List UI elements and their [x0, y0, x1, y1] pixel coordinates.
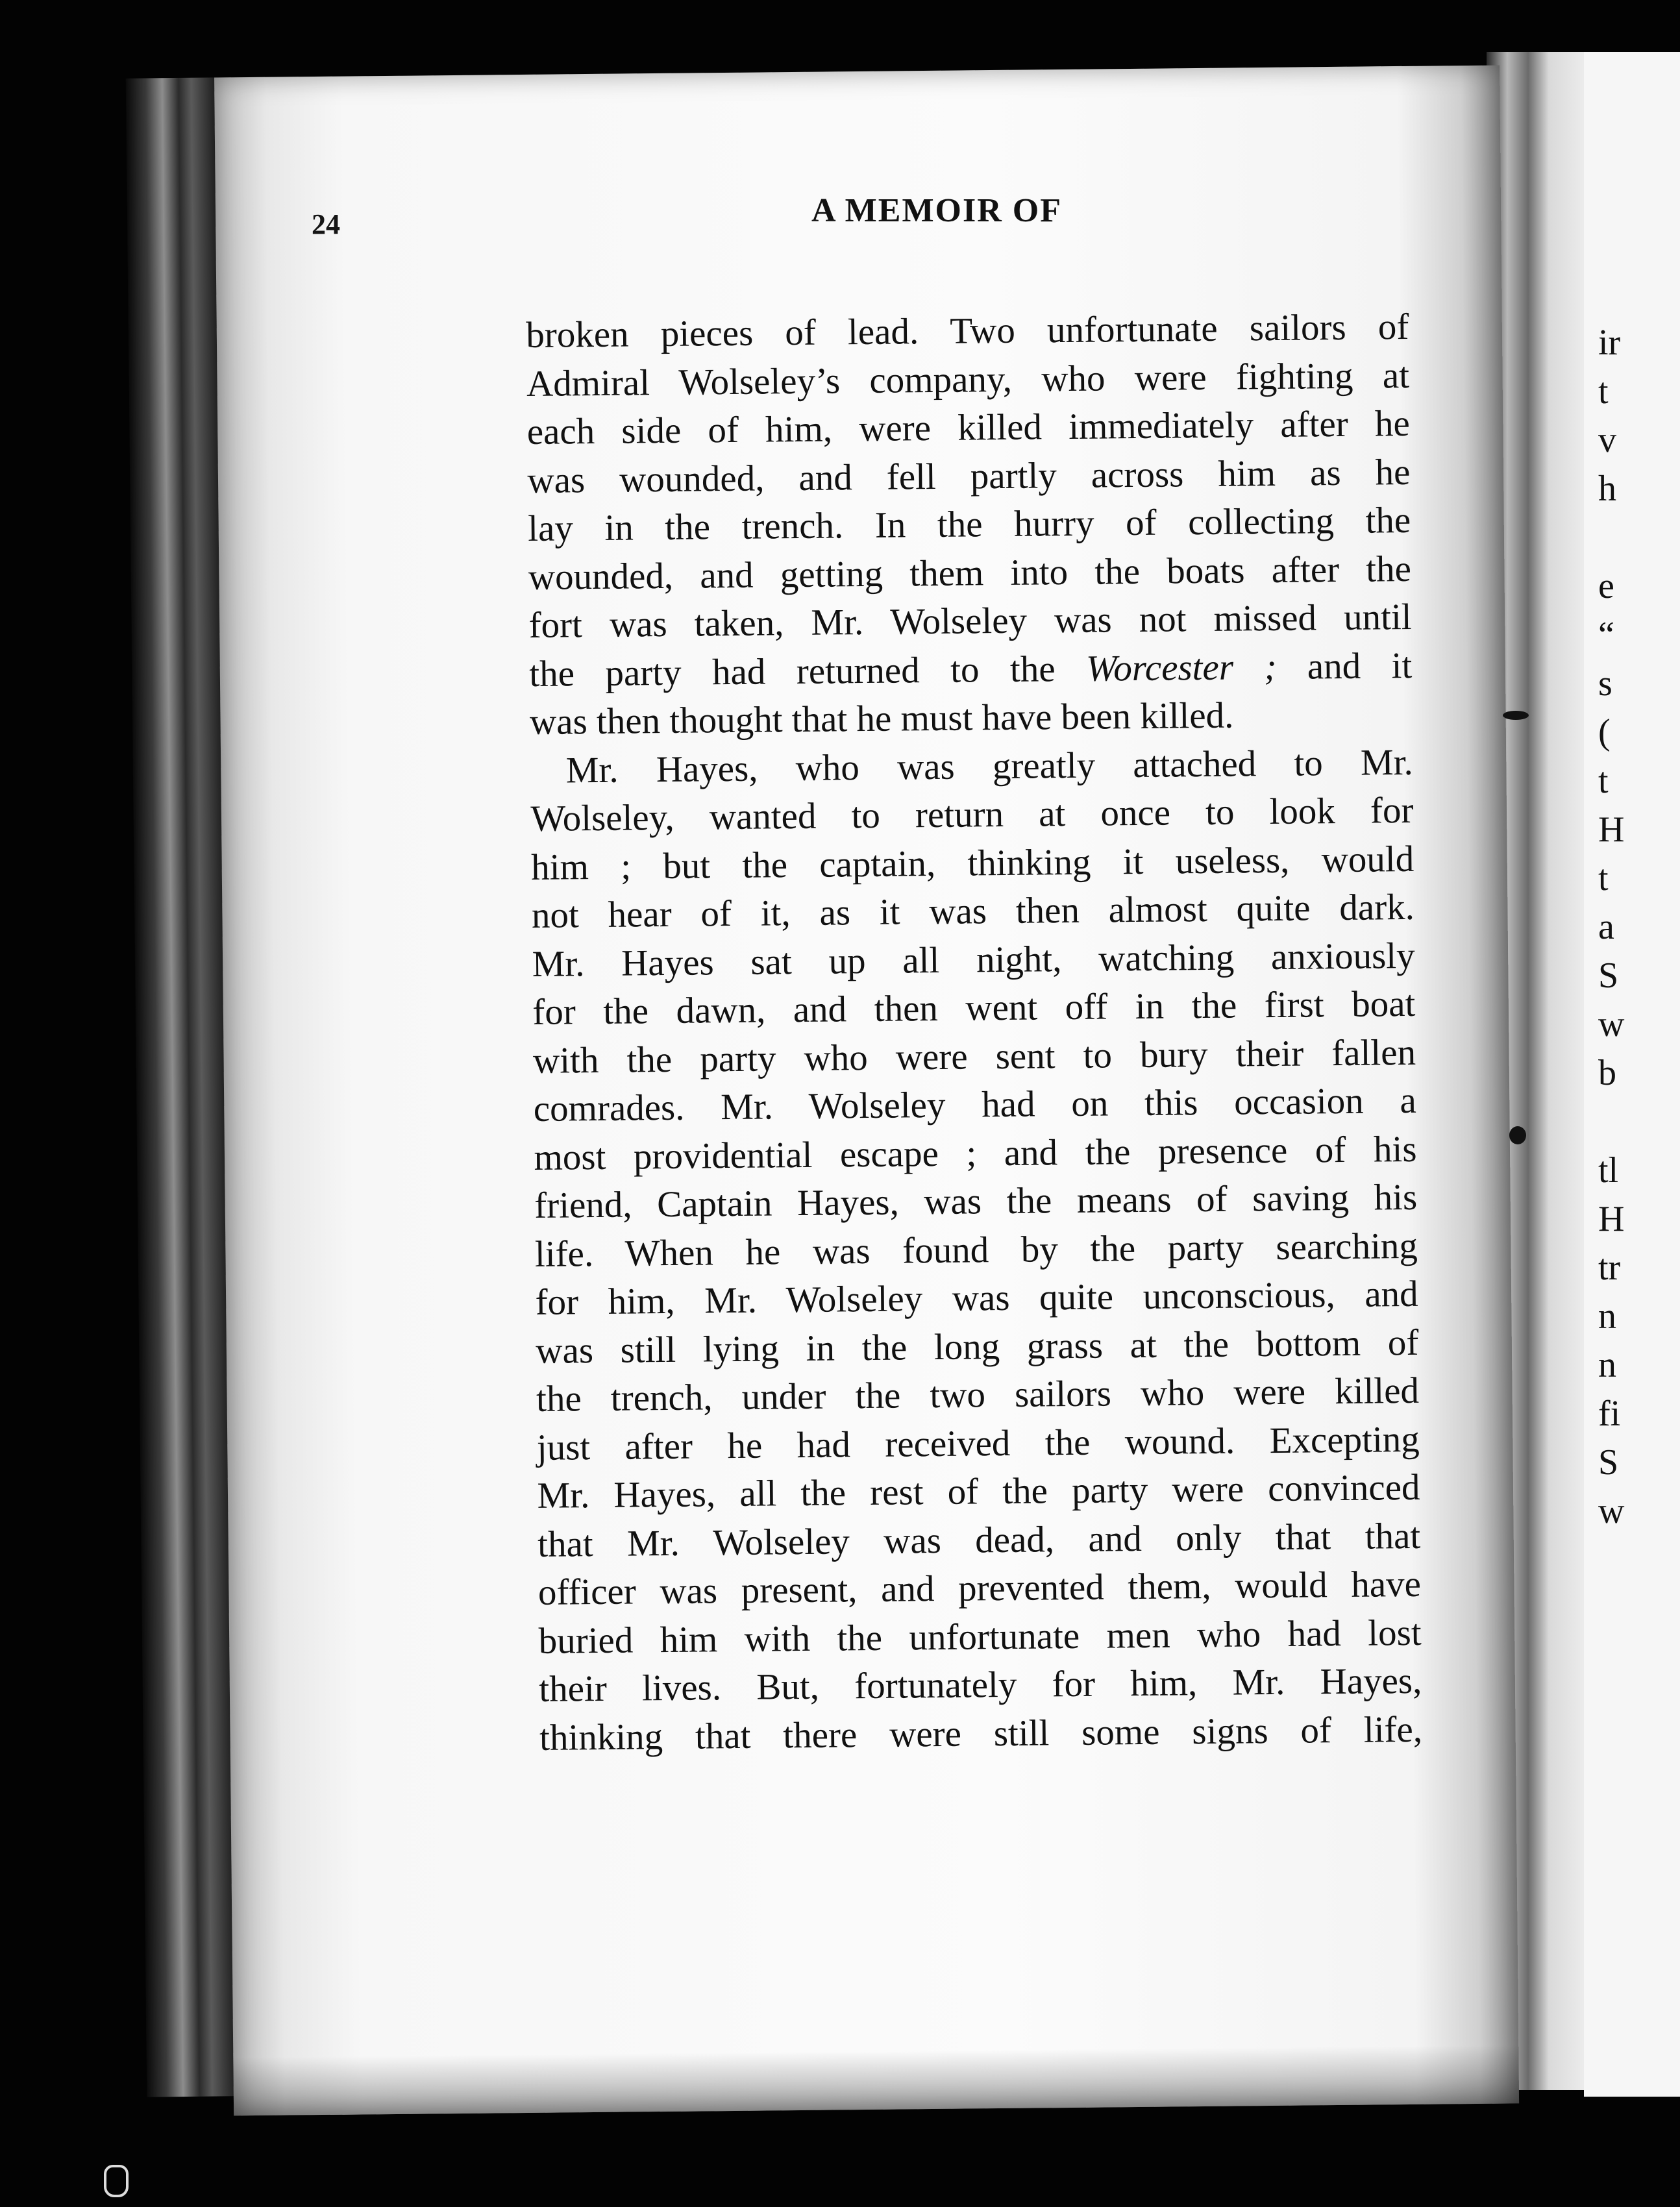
text-line: officer was present, and prevented them, would have [537, 1563, 1422, 1613]
facing-text-fragment: e [1598, 566, 1614, 606]
text-line: wounded, and getting them into the boats after the [528, 548, 1412, 598]
text-line: Wolseley, wanted to return at once to look for [530, 789, 1414, 839]
text-line: buried him with the unfortunate men who had lost [538, 1612, 1422, 1662]
facing-text-fragment: v [1598, 420, 1616, 460]
facing-text-fragment: fi [1598, 1394, 1621, 1434]
text-line: the trench, under the two sailors who were killed [536, 1370, 1420, 1420]
text-line: Admiral Wolseley’s company, who were fighting at [526, 354, 1410, 404]
paragraph-start-line: Mr. Hayes, who was greatly attached to Mr. [565, 741, 1414, 791]
ink-spot [1503, 711, 1529, 720]
facing-page-edge [1584, 52, 1680, 2097]
facing-text-fragment: s [1598, 663, 1612, 704]
corner-mark [104, 2165, 129, 2197]
text-line-start: the party had returned to the [529, 648, 1056, 695]
text-line: lay in the trench. In the hurry of collecting the [527, 499, 1411, 549]
facing-text-fragment: S [1598, 1442, 1619, 1483]
text-line: friend, Captain Hayes, was the means of saving his [534, 1176, 1418, 1226]
text-line: comrades. Mr. Wolseley had on this occasion a [533, 1079, 1417, 1129]
page-number: 24 [312, 208, 340, 240]
text-line: Mr. Hayes, all the rest of the party were convinced [537, 1466, 1420, 1516]
text-line: was then thought that he must have been killed. [529, 695, 1234, 743]
ink-spot [1509, 1126, 1526, 1144]
text-line: fort was taken, Mr. Wolseley was not missed until [528, 596, 1412, 646]
ship-name: Worcester ; [1085, 646, 1277, 689]
text-line: that Mr. Wolseley was dead, and only that that [537, 1515, 1421, 1565]
text-line: each side of him, were killed immediately after he [526, 402, 1411, 452]
facing-text-fragment: t [1598, 371, 1609, 412]
text-line: Mr. Hayes sat up all night, watching anxiously [532, 935, 1415, 985]
facing-text-fragment: tl [1598, 1150, 1619, 1190]
facing-text-fragment: n [1598, 1345, 1616, 1385]
facing-text-fragment: tr [1598, 1248, 1621, 1288]
facing-text-fragment: S [1598, 956, 1619, 996]
facing-text-fragment: H [1598, 1199, 1625, 1239]
facing-text-fragment: w [1598, 1004, 1625, 1044]
body-text [526, 303, 1422, 1762]
text-line-with-ship-name [529, 641, 1413, 698]
facing-text-fragment: ir [1598, 323, 1621, 363]
text-line: was still lying in the long grass at the bottom of [536, 1322, 1419, 1372]
text-line: for the dawn, and then went off in the first boat [532, 983, 1416, 1033]
facing-text-fragment: b [1598, 1053, 1616, 1093]
text-line: life. When he was found by the party searching [534, 1225, 1418, 1275]
text-line-end: and it [1307, 645, 1413, 687]
text-line: was wounded, and fell partly across him as he [527, 451, 1411, 501]
running-title: A MEMOIR OF [811, 192, 1062, 229]
text-line: broken pieces of lead. Two unfortunate sailors of [526, 306, 1409, 356]
facing-text-fragment: h [1598, 469, 1616, 509]
text-line: thinking that there were still some signs of life, [539, 1708, 1423, 1758]
text-line: not hear of it, as it was then almost quite dark. [531, 886, 1415, 936]
text-line: their lives. But, fortunately for him, Mr. Hayes, [539, 1660, 1422, 1710]
facing-text-fragment: t [1598, 858, 1609, 898]
text-line: most providential escape ; and the presence of his [534, 1128, 1417, 1178]
facing-text-fragment: t [1598, 761, 1609, 801]
text-line: with the party who were sent to bury their fallen [532, 1031, 1416, 1081]
facing-text-fragment: ( [1598, 712, 1611, 752]
facing-text-fragment: “ [1598, 615, 1614, 655]
text-line: him ; but the captain, thinking it useless, would [530, 838, 1414, 888]
facing-text-fragment: a [1598, 907, 1614, 947]
facing-text-fragment: H [1598, 809, 1625, 850]
facing-text-fragment: w [1598, 1491, 1625, 1531]
facing-text-fragment: n [1598, 1296, 1616, 1337]
text-line: just after he had received the wound. Excepting [536, 1418, 1420, 1468]
text-line: for him, Mr. Wolseley was quite unconscious, and [535, 1273, 1418, 1323]
